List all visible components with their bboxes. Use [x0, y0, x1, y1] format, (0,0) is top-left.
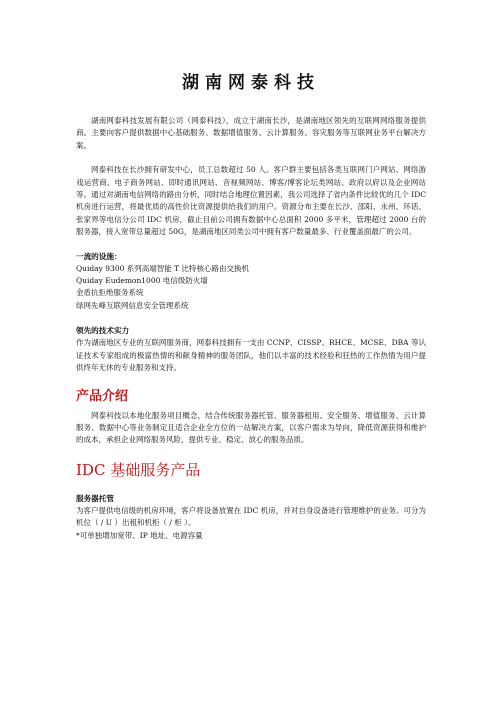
hosting-note: *可单独增加宽带、IP 地址、电源容量 — [76, 530, 203, 540]
facility-item: 金盾抗拒绝服务系统 — [76, 288, 144, 298]
document-title: 湖南网泰科技 — [182, 73, 320, 93]
facility-item: 绿网先峰互联网信息安全管理系统 — [76, 300, 189, 310]
facility-item: Quiday 9300 系列高端智能 T 比特核心路由交换机 — [76, 263, 250, 273]
product-intro-heading: 产品介绍 — [76, 388, 129, 404]
idc-products-heading: IDC 基础服务产品 — [76, 460, 201, 479]
tech-text: 作为湖南地区专业的互联网服务商，网泰科技拥有一支由 CCNP、CISSP、RHCE、MCSE、DBA 等认证技术专家组成的极富热情的和献身精神的服务团队，他们以丰富的技术经验和狂热的工作热情为用户提供终年无休的专业服务和支持。 — [76, 338, 426, 373]
hosting-text: 为客户提供电信级的机房环境，客户将设备放置在 IDC 机房，并对自身设备进行管理维护的业务。可分为机位（ / U ）出租和机柜（ / 柜 ）。 — [76, 505, 426, 528]
facilities-heading: 一流的设施： — [76, 251, 122, 261]
tech-section — [76, 325, 426, 374]
hosting-heading: 服务器托管 — [76, 493, 114, 503]
intro-paragraph-1: 湖南网泰科技发展有限公司（网泰科技），成立于湖南长沙，是湖南地区领先的互联网网络服务提供商。主要向客户提供数据中心基础服务、数据增值服务、云计算服务、容灾服务等互联网业务平台解决方案。 — [76, 116, 426, 150]
tech-heading: 领先的技术实力 — [76, 326, 130, 336]
product-intro-text: 网泰科技以本地化服务项目概念，结合传统服务器托管、服务器租用、安全服务、增值服务、云计算服务、数据中心等业务制定且适合企业全方位的一站解决方案，以客户需求为导向，降低资源获得和维护的成本，承担企业网络服务风险，提供专业、稳定、放心的服务品质。 — [76, 410, 426, 445]
facility-item: Quiday Eudemon1000 电信级防火墙 — [76, 276, 208, 286]
facilities-section — [76, 251, 426, 313]
hosting-section — [76, 493, 426, 542]
intro-paragraph-2: 网泰科技在长沙拥有研发中心，员工总数超过 50 人。客户群主要包括各类互联网门户网站、网络游戏运营商、电子商务网站、即时通讯网站、音视频网站、博客/博客论坛类网站、政府以府以及企业网站等。通过对湖南电信网络的路由分析，同时结合地理位置因素，我公司选择了省内条件比较优的几个 IDC 机房进行运营，将最优质的高性价比资源提供给我们的用户。资源分布主要在长沙、邵阳、永州、环话、张家界等电信分公司 IDC 机房，截止目前公司拥有数据中心总面积 2000 多平米，管理超过 2000 台的服务器，接入宽带总量超过 50G，是湖南地区同类公司中拥有客户数量最多、行业覆盖面最广的公司。 — [76, 165, 426, 237]
